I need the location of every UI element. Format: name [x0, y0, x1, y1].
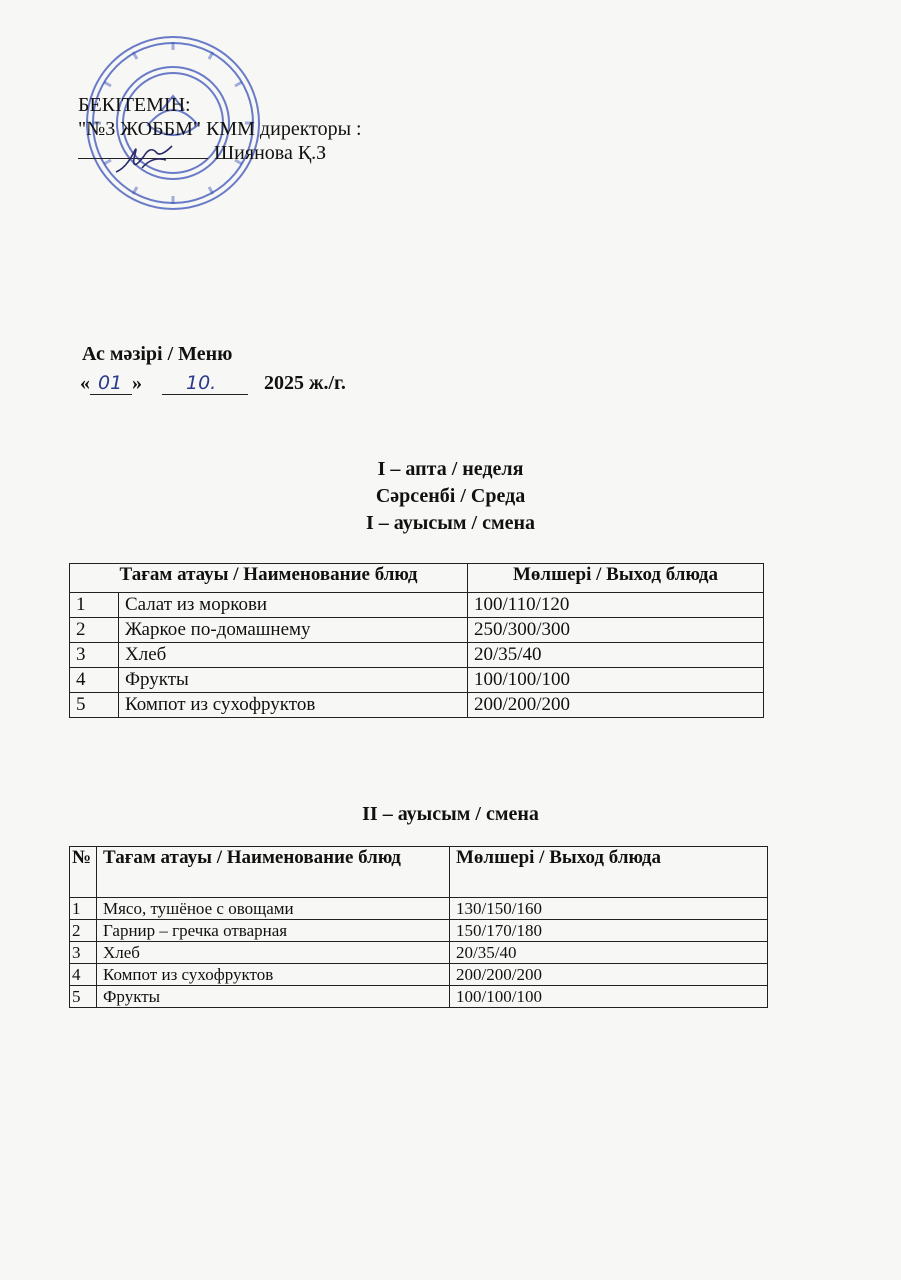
portion: 100/110/120	[468, 593, 764, 618]
menu-title: Ас мәзірі / Меню	[82, 343, 233, 365]
table-row	[70, 964, 768, 986]
row-number: 3	[70, 643, 119, 668]
row-number: 1	[70, 898, 97, 920]
row-number: 5	[70, 693, 119, 718]
date-day-blank	[90, 374, 132, 395]
date-month: 10.	[186, 372, 217, 394]
portion: 250/300/300	[468, 618, 764, 643]
portion: 20/35/40	[468, 643, 764, 668]
dish-name: Гарнир – гречка отварная	[97, 920, 450, 942]
row-number: 3	[70, 942, 97, 964]
shift2-table	[69, 846, 768, 1008]
header-dish-name: Тағам атауы / Наименование блюд	[97, 847, 450, 898]
portion: 20/35/40	[450, 942, 768, 964]
row-number: 2	[70, 920, 97, 942]
portion: 150/170/180	[450, 920, 768, 942]
row-number: 4	[70, 668, 119, 693]
dish-name: Жаркое по-домашнему	[119, 618, 468, 643]
table-row	[70, 618, 764, 643]
shift1-heading: I – ауысым / смена	[366, 512, 535, 534]
date-year: 2025 ж./г.	[264, 372, 346, 394]
director-signature-icon	[112, 138, 182, 178]
dish-name: Фрукты	[119, 668, 468, 693]
dish-name: Компот из сухофруктов	[119, 693, 468, 718]
shift2-heading: II – ауысым / смена	[362, 803, 539, 825]
table-row	[70, 986, 768, 1008]
director-name: Шиянова Қ.З	[214, 142, 327, 164]
dish-name: Компот из сухофруктов	[97, 964, 450, 986]
week-heading: I – апта / неделя	[377, 458, 524, 480]
portion: 100/100/100	[450, 986, 768, 1008]
portion: 130/150/160	[450, 898, 768, 920]
dish-name: Фрукты	[97, 986, 450, 1008]
menu-date	[80, 372, 346, 395]
date-close-quote: »	[132, 372, 142, 394]
dish-name: Мясо, тушёное с овощами	[97, 898, 450, 920]
portion: 200/200/200	[468, 693, 764, 718]
weekday-heading: Сәрсенбі / Среда	[375, 485, 526, 507]
table-row	[70, 920, 768, 942]
date-month-blank	[162, 374, 248, 395]
approval-org-line: "№3 ЖОББМ" КММ директоры :	[78, 118, 362, 140]
date-open-quote: «	[80, 372, 90, 394]
table-row	[70, 693, 764, 718]
table-row	[70, 643, 764, 668]
portion: 200/200/200	[450, 964, 768, 986]
dish-name: Хлеб	[97, 942, 450, 964]
row-number: 5	[70, 986, 97, 1008]
table-row	[70, 593, 764, 618]
portion: 100/100/100	[468, 668, 764, 693]
row-number: 4	[70, 964, 97, 986]
header-portion: Мөлшері / Выход блюда	[468, 564, 764, 593]
header-dish-name: Тағам атауы / Наименование блюд	[70, 564, 468, 593]
approval-title: БЕКІТЕМІН:	[78, 94, 191, 116]
dish-name: Салат из моркови	[119, 593, 468, 618]
header-number: №	[70, 847, 97, 898]
date-day: 01	[98, 372, 123, 394]
header-portion: Мөлшері / Выход блюда	[450, 847, 768, 898]
row-number: 2	[70, 618, 119, 643]
table-header-row	[70, 564, 764, 593]
dish-name: Хлеб	[119, 643, 468, 668]
shift1-table	[69, 563, 764, 718]
row-number: 1	[70, 593, 119, 618]
table-header-row	[70, 847, 768, 898]
table-row	[70, 668, 764, 693]
table-row	[70, 898, 768, 920]
table-row	[70, 942, 768, 964]
